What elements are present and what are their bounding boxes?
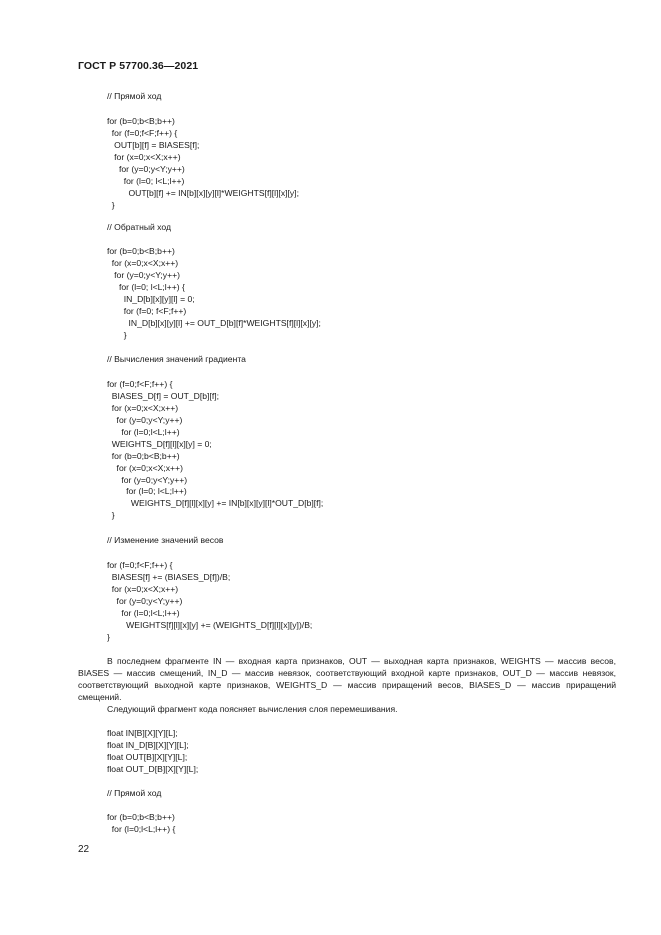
- code-line: WEIGHTS[f][l][x][y] += (WEIGHTS_D[f][l][x][y])/B;: [107, 619, 313, 630]
- code-line: }: [107, 329, 127, 340]
- page-number: 22: [78, 844, 90, 855]
- paragraph-text-2: Следующий фрагмент кода поясняет вычисления слоя перемешивания.: [107, 704, 398, 714]
- code-line: }: [107, 510, 115, 521]
- code-line: for (f=0; f<F;f++): [107, 305, 187, 316]
- code-block-update: [107, 560, 312, 644]
- code-block-forward: [107, 116, 299, 212]
- code-line: for (b=0;b<B;b++): [107, 450, 180, 461]
- explanation-paragraph: [78, 655, 616, 715]
- code-line: for (x=0;x<X;x++): [107, 583, 179, 594]
- code-line: for (l=0;l<L;l++) {: [107, 823, 176, 834]
- code-line: }: [107, 199, 115, 210]
- code-comment-backward: [107, 222, 171, 234]
- code-line: OUT[b][f] += IN[b][x][y][l]*WEIGHTS[f][l][x][y];: [107, 187, 299, 198]
- code-block-backward: [107, 246, 321, 342]
- code-line: for (b=0;b<B;b++): [107, 116, 175, 126]
- code-line: for (x=0;x<X;x++): [107, 462, 183, 473]
- code-line: for (y=0;y<Y;y++): [107, 474, 188, 485]
- code-line: for (l=0;l<L;l++): [107, 426, 180, 437]
- code-line: // Обратный ход: [107, 222, 171, 232]
- code-line: OUT[b][f] = BIASES[f];: [107, 139, 200, 150]
- code-line: WEIGHTS_D[f][l][x][y] = 0;: [107, 438, 212, 449]
- code-line: for (x=0;x<X;x++): [107, 402, 179, 413]
- code-line: for (f=0;f<F;f++) {: [107, 560, 173, 570]
- code-line: // Прямой ход: [107, 91, 162, 101]
- code-line: for (y=0;y<Y;y++): [107, 269, 180, 280]
- code-line: // Вычисления значений градиента: [107, 354, 246, 364]
- code-line: for (b=0;b<B;b++): [107, 246, 175, 256]
- code-block-declarations: [107, 728, 198, 776]
- code-line: // Прямой ход: [107, 788, 162, 798]
- code-line: for (l=0; l<L;l++): [107, 486, 187, 497]
- paragraph-text-1: В последнем фрагменте IN — входная карта признаков, OUT — выходная карта признаков, WEIGHTS — массив весов, BIASES — массив смещений, IN_D — массив невязок, соответствующий входной карте признаков, OUT_D — массив невязок, соответствующий выходной карте признаков, WEIGHTS_D — массив приращений весов, BIASES_D — массив приращений смещений.: [78, 656, 616, 702]
- code-line: float OUT[B][X][Y][L];: [107, 751, 188, 762]
- code-line: float OUT_D[B][X][Y][L];: [107, 763, 199, 774]
- page-header: ГОСТ Р 57700.36—2021: [78, 60, 199, 72]
- code-comment-forward: [107, 91, 161, 103]
- code-line: BIASES_D[f] = OUT_D[b][f];: [107, 390, 219, 401]
- code-line: IN_D[b][x][y][l] = 0;: [107, 293, 195, 304]
- code-line: for (y=0;y<Y;y++): [107, 414, 183, 425]
- code-line: for (x=0;x<X;x++): [107, 257, 179, 268]
- code-comment-forward-2: [107, 788, 161, 800]
- code-line: for (y=0;y<Y;y++): [107, 595, 183, 606]
- code-line: }: [107, 631, 110, 642]
- code-line: for (l=0; l<L;l++) {: [107, 281, 185, 292]
- code-block-gradient: [107, 379, 323, 522]
- code-comment-update: [107, 535, 223, 547]
- code-line: for (l=0;l<L;l++): [107, 607, 180, 618]
- code-line: float IN_D[B][X][Y][L];: [107, 739, 189, 750]
- code-line: for (f=0;f<F;f++) {: [107, 127, 178, 138]
- code-line: // Изменение значений весов: [107, 535, 224, 545]
- code-line: for (y=0;y<Y;y++): [107, 163, 185, 174]
- code-line: WEIGHTS_D[f][l][x][y] += IN[b][x][y][l]*OUT_D[b][f];: [107, 498, 324, 509]
- code-line: for (l=0; l<L;l++): [107, 175, 185, 186]
- code-block-forward-2: [107, 812, 175, 836]
- code-line: BIASES[f] += (BIASES_D[f])/B;: [107, 571, 231, 582]
- code-comment-gradient: [107, 354, 246, 366]
- code-line: for (b=0;b<B;b++): [107, 812, 175, 822]
- code-line: for (f=0;f<F;f++) {: [107, 379, 173, 389]
- code-line: for (x=0;x<X;x++): [107, 151, 181, 162]
- code-line: float IN[B][X][Y][L];: [107, 728, 178, 738]
- code-line: IN_D[b][x][y][l] += OUT_D[b][f]*WEIGHTS[f][l][x][y];: [107, 317, 321, 328]
